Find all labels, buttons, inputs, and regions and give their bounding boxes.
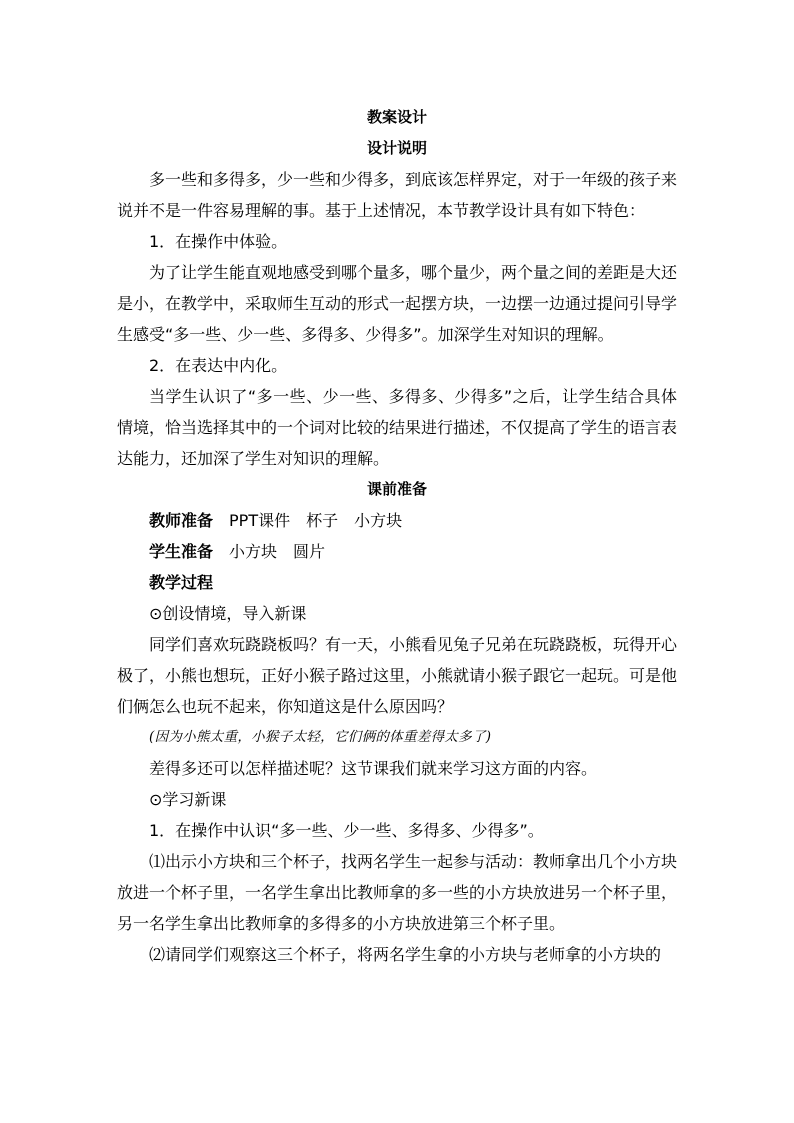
teaching-process-heading: 教学过程	[149, 573, 214, 592]
step-1-title: 1．在操作中认识“多一些、少一些、多得多、少得多”。	[149, 821, 544, 840]
preparation-heading: 课前准备	[366, 480, 427, 498]
intro-paragraph: 多一些和多得多，少一些和少得多，到底该怎样界定，对于一年级的孩子来说并不是一件容易理解的事。基于上述情况，本节教学设计具有如下特色：	[117, 170, 678, 220]
teacher-preparation-item: 小方块	[354, 511, 403, 530]
student-preparation-item: 小方块	[229, 542, 278, 561]
section-1-answer-note: (因为小熊太重，小猴子太轻，它们俩的体重差得太多了)	[149, 729, 492, 745]
point-2-paragraph: 当学生认识了“多一些、少一些、多得多、少得多”之后，让学生结合具体情境，恰当选择其中的一个词对比较的结果进行描述，不仅提高了学生的语言表达能力，还加深了学生对知识的理解。	[117, 387, 678, 468]
point-1-paragraph: 为了让学生能直观地感受到哪个量多，哪个量少，两个量之间的差距是大还是小，在教学中，采取师生互动的形式一起摆方块，一边摆一边通过提问引导学生感受“多一些、少一些、多得多、少得多”。加深学生对知识的理解。	[117, 263, 678, 344]
teacher-preparation-line	[117, 505, 677, 536]
step-1-sub-1: ⑴出示小方块和三个杯子，找两名学生一起参与活动：教师拿出几个小方块放进一个杯子里，一名学生拿出比教师拿的多一些的小方块放进另一个杯子里，另一名学生拿出比教师拿的多得多的小方块放进第三个杯子里。	[117, 852, 678, 933]
section-1-paragraph-2: 差得多还可以怎样描述呢？这节课我们就来学习这方面的内容。	[149, 759, 598, 778]
point-1-title: 1．在操作中体验。	[149, 232, 288, 251]
teacher-preparation-item: 杯子	[306, 511, 339, 530]
section-2-title: ⊙学习新课	[149, 790, 227, 809]
document-title: 教案设计	[366, 108, 427, 126]
student-preparation-label: 学生准备	[149, 542, 214, 561]
teacher-preparation-label: 教师准备	[149, 511, 214, 530]
student-preparation-item: 圆片	[293, 542, 326, 561]
point-2-title: 2．在表达中内化。	[149, 356, 288, 375]
document-page	[117, 102, 677, 970]
section-1-title: ⊙创设情境，导入新课	[149, 604, 307, 623]
student-preparation-line	[117, 536, 677, 567]
section-1-paragraph: 同学们喜欢玩跷跷板吗？有一天，小熊看见兔子兄弟在玩跷跷板，玩得开心极了，小熊也想玩，正好小猴子路过这里，小熊就请小猴子跟它一起玩。可是他们俩怎么也玩不起来，你知道这是什么原因吗？	[117, 635, 678, 716]
teacher-preparation-item: PPT课件	[229, 511, 291, 530]
step-1-sub-2: ⑵请同学们观察这三个杯子，将两名学生拿的小方块与老师拿的小方块的	[149, 945, 662, 964]
design-notes-heading: 设计说明	[366, 139, 427, 157]
